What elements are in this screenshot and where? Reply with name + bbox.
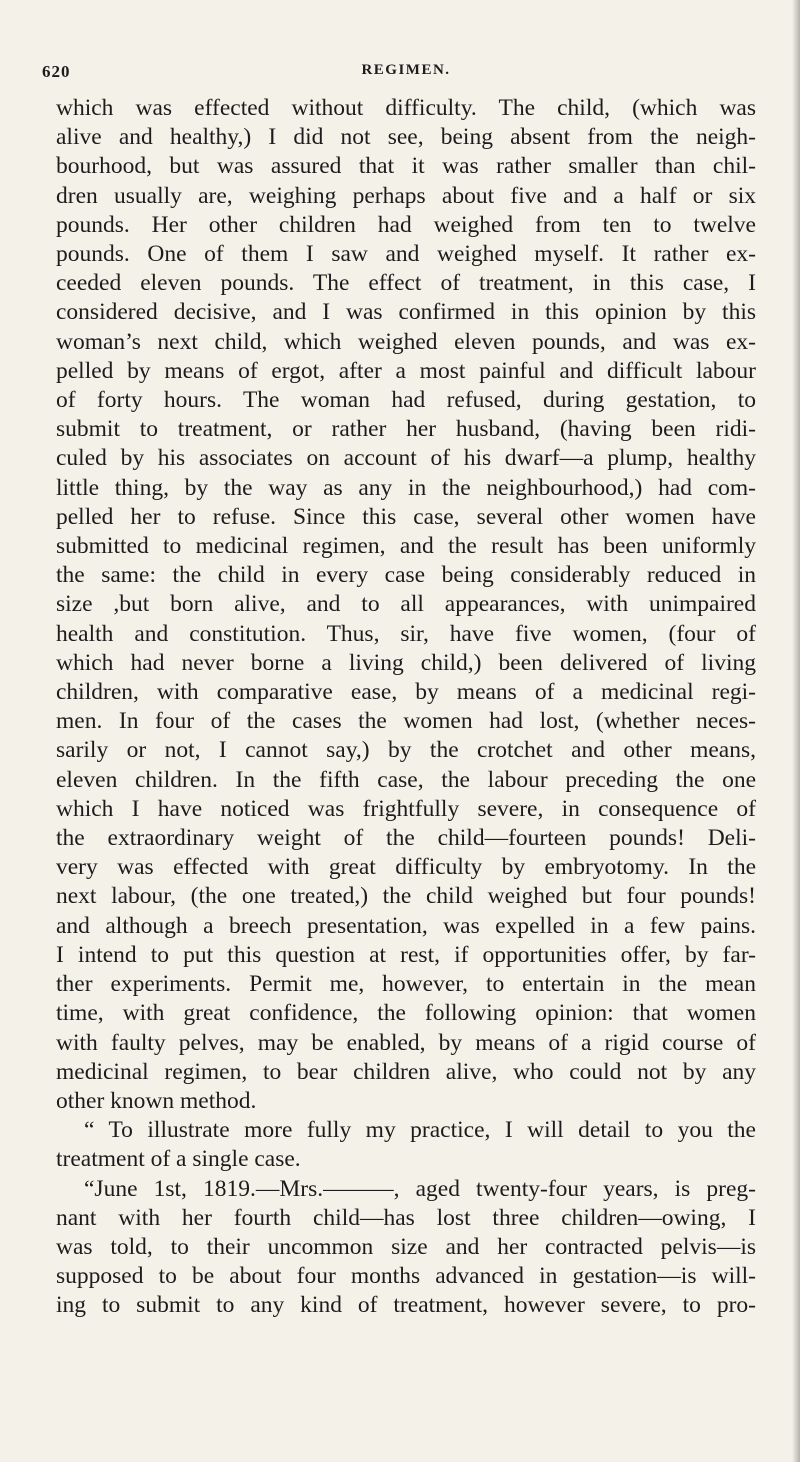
text-line: which was effected without difficulty. The child, (which was bbox=[56, 95, 756, 121]
text-line: with faulty pelves, may be enabled, by means of a rigid course of bbox=[56, 1029, 756, 1056]
running-head bbox=[42, 62, 756, 88]
text-line: eleven children. In the fifth case, the labour preceding the one bbox=[56, 766, 756, 793]
text-line: medicinal regimen, to bear children alive, who could not by any bbox=[56, 1058, 756, 1085]
text-line: woman’s next child, which weighed eleven pounds, and was ex- bbox=[56, 328, 756, 355]
text-line: submitted to medicinal regimen, and the result has been uniformly bbox=[56, 533, 756, 560]
text-line: little thing, by the way as any in the neighbourhood,) had com- bbox=[56, 474, 756, 501]
text-line: bourhood, but was assured that it was rather smaller than chil- bbox=[56, 153, 756, 180]
text-line: ther experiments. Permit me, however, to entertain in the mean bbox=[56, 971, 756, 998]
text-line: “ To illustrate more fully my practice, I will detail to you the bbox=[84, 1117, 756, 1144]
text-line: alive and healthy,) I did not see, being absent from the neigh- bbox=[56, 124, 756, 151]
page-edge-shadow bbox=[792, 0, 800, 1462]
text-line: which had never borne a living child,) been delivered of living bbox=[56, 649, 756, 676]
page-number: 620 bbox=[42, 62, 71, 81]
text-line: “June 1st, 1819.—Mrs.———, aged twenty-four years, is preg- bbox=[84, 1175, 756, 1202]
text-line: and although a breech presentation, was expelled in a few pains. bbox=[56, 912, 756, 939]
text-line: treatment of a single case. bbox=[56, 1146, 301, 1173]
text-line: ceeded eleven pounds. The effect of treatment, in this case, I bbox=[56, 270, 756, 297]
text-line: submit to treatment, or rather her husband, (having been ridi- bbox=[56, 416, 756, 443]
text-line: pelled by means of ergot, after a most painful and difficult labour bbox=[56, 357, 756, 384]
text-line: sarily or not, I cannot say,) by the crotchet and other means, bbox=[56, 737, 756, 764]
section-title: REGIMEN. bbox=[361, 62, 451, 78]
text-line: next labour, (the one treated,) the child weighed but four pounds! bbox=[56, 883, 756, 910]
text-line: time, with great confidence, the following opinion: that women bbox=[56, 1000, 756, 1027]
text-line: nant with her fourth child—has lost three children—owing, I bbox=[56, 1204, 756, 1231]
text-line: other known method. bbox=[56, 1087, 257, 1114]
text-line: I intend to put this question at rest, if opportunities offer, by far- bbox=[56, 941, 756, 968]
body-text bbox=[56, 94, 756, 1321]
text-line: which I have noticed was frightfully severe, in consequence of bbox=[56, 795, 756, 822]
text-line: ing to submit to any kind of treatment, however severe, to pro- bbox=[56, 1292, 756, 1319]
text-line: of forty hours. The woman had refused, during gestation, to bbox=[56, 387, 756, 414]
text-line: men. In four of the cases the women had lost, (whether neces- bbox=[56, 708, 756, 735]
text-line: children, with comparative ease, by means of a medicinal regi- bbox=[56, 679, 756, 706]
text-line: culed by his associates on account of his dwarf—a plump, healthy bbox=[56, 445, 756, 472]
text-line: size ,but born alive, and to all appearances, with unimpaired bbox=[56, 591, 756, 618]
text-line: pelled her to refuse. Since this case, several other women have bbox=[56, 503, 756, 530]
text-line: health and constitution. Thus, sir, have five women, (four of bbox=[56, 620, 756, 647]
text-line: pounds. One of them I saw and weighed myself. It rather ex- bbox=[56, 241, 756, 268]
text-line: was told, to their uncommon size and her contracted pelvis—is bbox=[56, 1233, 756, 1260]
text-line: very was effected with great difficulty by embryotomy. In the bbox=[56, 854, 756, 881]
book-page bbox=[42, 62, 756, 1321]
text-line: pounds. Her other children had weighed from ten to twelve bbox=[56, 211, 756, 238]
text-line: supposed to be about four months advanced in gestation—is will- bbox=[56, 1263, 756, 1290]
text-line: the extraordinary weight of the child—fourteen pounds! Deli- bbox=[56, 825, 756, 852]
text-line: the same: the child in every case being considerably reduced in bbox=[56, 562, 756, 589]
text-line: dren usually are, weighing perhaps about five and a half or six bbox=[56, 182, 756, 209]
text-line: considered decisive, and I was confirmed in this opinion by this bbox=[56, 299, 756, 326]
